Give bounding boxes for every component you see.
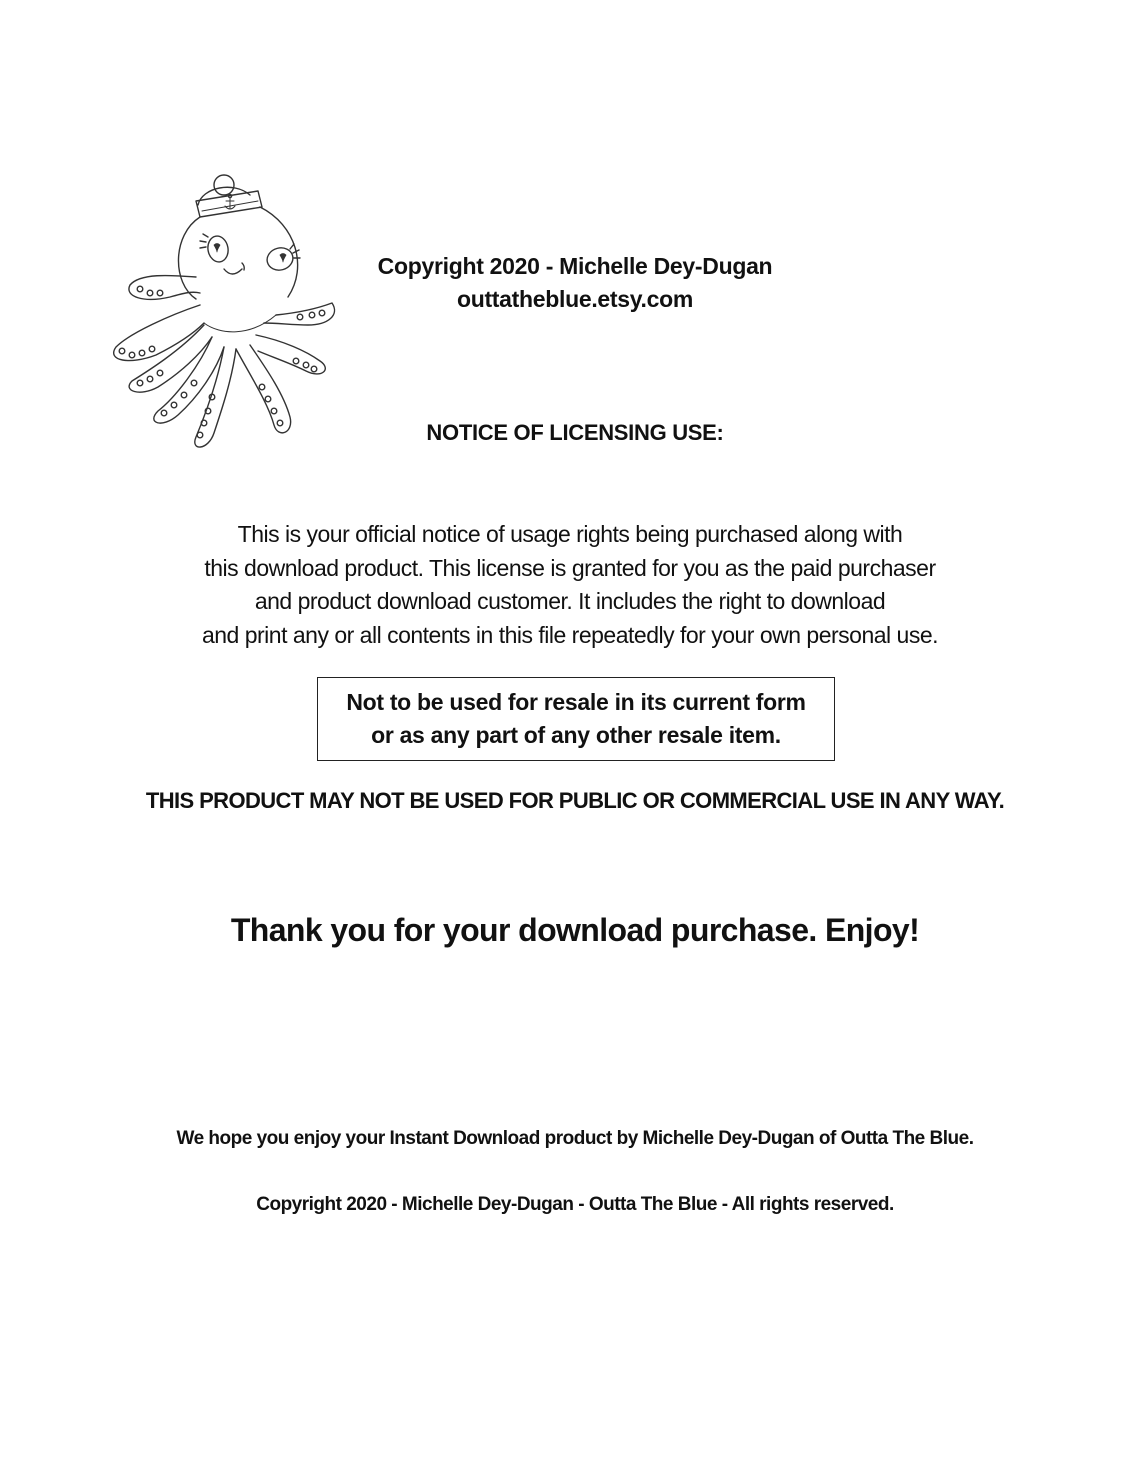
- rights-reserved-line: Copyright 2020 - Michelle Dey-Dugan - Outta The Blue - All rights reserved.: [256, 1194, 894, 1215]
- copyright-line: Copyright 2020 - Michelle Dey-Dugan: [377, 253, 773, 279]
- license-line: this download product. This license is granted for you as the paid purchaser: [204, 554, 936, 581]
- sailor-octopus-icon: [100, 165, 340, 455]
- resale-line: or as any part of any other resale item.: [371, 722, 781, 748]
- hope-line: We hope you enjoy your Instant Download product by Michelle Dey-Dugan of Outta The Blue.: [176, 1128, 974, 1149]
- thank-you-message: Thank you for your download purchase. Enjoy!: [230, 912, 920, 948]
- resale-notice-box: [317, 677, 835, 761]
- commercial-warning: THIS PRODUCT MAY NOT BE USED FOR PUBLIC OR COMMERCIAL USE IN ANY WAY.: [145, 788, 1005, 813]
- license-line: This is your official notice of usage rights being purchased along with: [237, 521, 903, 547]
- license-line: and product download customer. It includes the right to download: [254, 588, 886, 614]
- resale-line: Not to be used for resale in its current form: [346, 689, 806, 715]
- website-link: outtatheblue.etsy.com: [456, 286, 694, 312]
- copyright-heading: [340, 250, 810, 316]
- license-line: and print any or all contents in this file repeatedly for your own personal use.: [201, 621, 939, 648]
- license-body: [120, 518, 1020, 652]
- notice-title: NOTICE OF LICENSING USE:: [426, 420, 724, 445]
